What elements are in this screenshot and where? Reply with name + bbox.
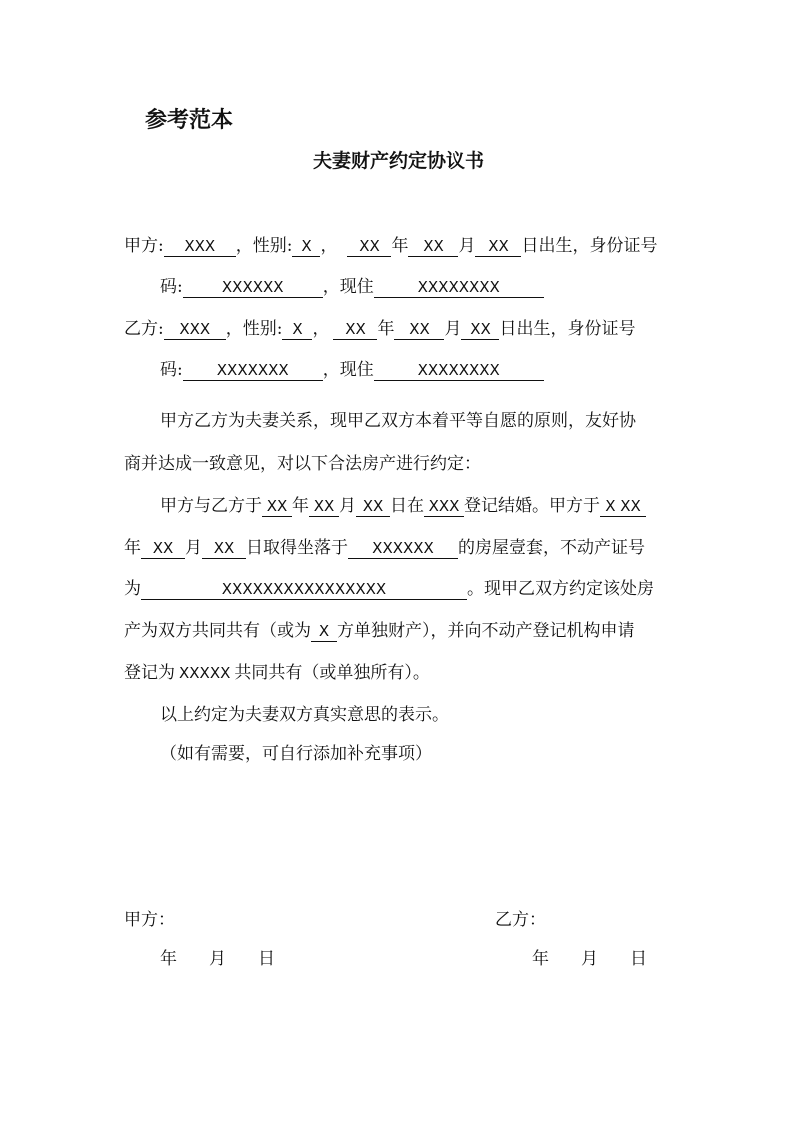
party-a-label: 甲方:: [124, 236, 164, 256]
text: 。现甲乙双方约定该处房: [467, 579, 654, 599]
text: 为: [124, 579, 141, 599]
year-unit: 年: [532, 949, 549, 969]
text: 登记结婚。甲方于: [464, 496, 600, 516]
ownership-line: [124, 620, 635, 642]
day-unit: 日: [258, 949, 275, 969]
text: 产为双方共同共有（或为: [124, 621, 311, 641]
party-a-name-field[interactable]: XXX: [164, 236, 236, 257]
acquisition-year-field[interactable]: X XX: [600, 496, 646, 517]
marriage-year-field[interactable]: XX: [262, 496, 292, 517]
party-b-label: 乙方:: [124, 319, 164, 339]
address-label: ，现住: [322, 360, 374, 380]
text: 的房屋壹套，不动产证号: [458, 538, 645, 558]
birth-suffix: 日出生，身份证号: [521, 236, 658, 256]
text: 日在: [390, 496, 424, 516]
supplement-note: （如有需要，可自行添加补充事项）: [160, 744, 432, 764]
party-b-sex-field[interactable]: X: [282, 319, 312, 340]
registration-type-value: XXXXX: [179, 664, 231, 682]
party-a-line: [124, 235, 657, 257]
party-b-line: [124, 318, 635, 340]
month-unit: 月: [339, 496, 356, 516]
intro-line-1: 甲方乙方为夫妻关系，现甲乙双方本着平等自愿的原则，友好协: [160, 411, 636, 431]
id-label: 码:: [160, 360, 183, 380]
day-unit: 日: [630, 949, 647, 969]
sex-label: ，性别:: [235, 236, 293, 256]
party-a-signature-label: 甲方：: [124, 910, 175, 930]
marriage-month-field[interactable]: XX: [309, 496, 339, 517]
text: 方单独财产），并向不动产登记机构申请: [337, 621, 635, 641]
month-unit: 月: [209, 949, 226, 969]
party-a-birth-month-field[interactable]: XX: [408, 236, 458, 257]
party-b-birth-month-field[interactable]: XX: [394, 319, 444, 340]
party-a-sex-field[interactable]: X: [292, 236, 320, 257]
text: 共同共有（或单独所有）。: [234, 663, 430, 683]
party-b-address-field[interactable]: XXXXXXXX: [374, 360, 544, 381]
text: 日取得坐落于: [246, 538, 348, 558]
registration-line: [124, 662, 430, 684]
acquisition-line: [124, 537, 645, 559]
month-unit: 月: [444, 319, 462, 339]
intro-line-2: 商并达成一致意见，对以下合法房产进行约定：: [124, 454, 481, 474]
sole-party-field[interactable]: X: [311, 621, 337, 642]
year-unit: 年: [391, 236, 409, 256]
party-b-name-field[interactable]: XXX: [164, 319, 226, 340]
party-a-birth-day-field[interactable]: XX: [475, 236, 521, 257]
party-b-id-field[interactable]: XXXXXXX: [183, 360, 323, 381]
comma: ，: [320, 236, 338, 256]
certificate-number-field[interactable]: XXXXXXXXXXXXXXXX: [141, 579, 467, 600]
party-b-signature-label: 乙方：: [495, 910, 546, 930]
document-title: 夫妻财产约定协议书: [313, 150, 485, 172]
year-unit: 年: [292, 496, 309, 516]
marriage-line: [160, 495, 646, 517]
id-label: 码:: [160, 277, 183, 297]
text: 登记为: [124, 663, 175, 683]
month-unit: 月: [581, 949, 598, 969]
certificate-line: [124, 578, 654, 600]
acquisition-month-field[interactable]: XX: [141, 538, 185, 559]
year-unit: 年: [124, 538, 141, 558]
party-a-id-line: [160, 276, 544, 298]
year-unit: 年: [160, 949, 177, 969]
declaration: 以上约定为夫妻双方真实意思的表示。: [160, 705, 449, 725]
party-b-birth-year-field[interactable]: XX: [333, 319, 377, 340]
year-unit: 年: [377, 319, 395, 339]
birth-suffix: 日出生，身份证号: [499, 319, 636, 339]
party-b-birth-day-field[interactable]: XX: [461, 319, 499, 340]
location-field[interactable]: XXXXXX: [348, 538, 458, 559]
month-unit: 月: [185, 538, 202, 558]
party-b-id-line: [160, 359, 544, 381]
marriage-place-field[interactable]: XXX: [424, 496, 464, 517]
address-label: ，现住: [322, 277, 374, 297]
comma: ，: [312, 319, 330, 339]
party-a-sign-date: [160, 948, 275, 970]
sex-label: ，性别:: [225, 319, 283, 339]
text: 甲方与乙方于: [160, 496, 262, 516]
marriage-day-field[interactable]: XX: [356, 496, 390, 517]
party-a-birth-year-field[interactable]: XX: [347, 236, 391, 257]
party-a-id-field[interactable]: XXXXXX: [183, 277, 323, 298]
sample-heading: 参考范本: [145, 108, 234, 133]
party-a-address-field[interactable]: XXXXXXXX: [374, 277, 544, 298]
acquisition-day-field[interactable]: XX: [202, 538, 246, 559]
party-b-sign-date: [532, 948, 647, 970]
month-unit: 月: [458, 236, 476, 256]
